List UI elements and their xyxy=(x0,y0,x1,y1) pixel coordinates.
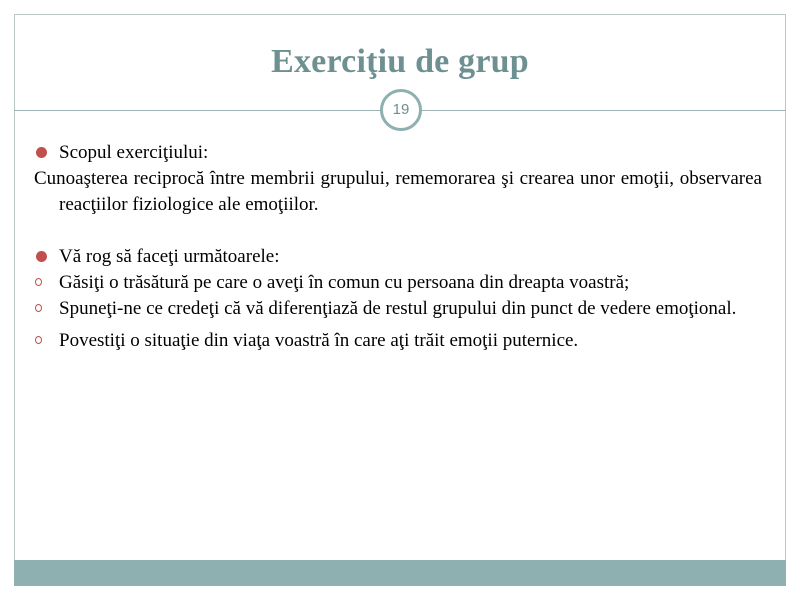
sub-item-2 xyxy=(34,296,762,322)
footer-accent-bar xyxy=(14,560,786,586)
sub-item-text: Găsiţi o trăsătură pe care o aveţi în comun cu persoana din dreapta voastră; xyxy=(59,272,630,293)
sub-item-1 xyxy=(34,270,762,296)
spacer xyxy=(34,218,762,244)
sub-item-text: Spuneţi-ne ce credeţi că vă diferenţiază de restul grupului din punct de vedere emoţional. xyxy=(59,298,737,319)
page-number: 19 xyxy=(392,101,410,118)
ring-bullet-icon xyxy=(35,336,42,344)
slide-content xyxy=(34,140,762,354)
ring-bullet-icon xyxy=(35,278,42,286)
sub-item-3 xyxy=(34,328,762,354)
bullet-item-purpose xyxy=(34,140,762,166)
bullet-item-instructions xyxy=(34,244,762,270)
filled-circle-bullet-icon xyxy=(36,251,47,262)
sub-item-text: Povestiţi o situaţie din viaţa voastră în care aţi trăit emoţii puternice. xyxy=(59,330,579,351)
section-heading-purpose: Scopul exerciţiului: xyxy=(59,142,209,163)
section-heading-instructions: Vă rog să faceţi următoarele: xyxy=(59,246,280,267)
purpose-paragraph: Cunoaşterea reciprocă între membrii grupului, rememorarea şi crearea unor emoţii, observarea reacţiilor fiziologice ale emoţiilor. xyxy=(34,168,762,215)
filled-circle-bullet-icon xyxy=(36,147,47,158)
ring-bullet-icon xyxy=(35,304,42,312)
slide-title: Exerciţiu de grup xyxy=(271,43,529,80)
